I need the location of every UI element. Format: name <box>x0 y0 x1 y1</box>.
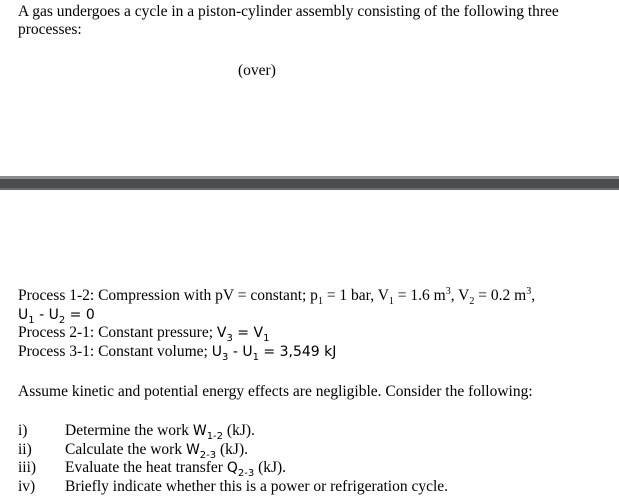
question-item <box>18 478 608 497</box>
over-note: (over) <box>238 62 276 79</box>
question-number: ii) <box>18 440 32 458</box>
question-item <box>18 459 608 478</box>
question-number: iii) <box>18 459 37 476</box>
assumption-text: Assume kinetic and potential energy effects are negligible. Consider the following: <box>18 383 533 400</box>
page-divider <box>0 176 619 190</box>
question-number: i) <box>18 422 28 439</box>
process-1-2-energy-equation: $U_1 - U_2 = 0$ <box>18 306 95 326</box>
question-list <box>18 422 608 496</box>
process-1-2: Process 1-2: Compression with pV = constant; $p_1 = 1$ bar, $V_1 = 1.6$ $m^3$, $V_2 = 0.2$ $m^3$, <box>18 285 536 308</box>
process-2-1: Process 2-1: Constant pressure; $V_3 = V_1$ <box>18 324 270 344</box>
question-item <box>18 441 608 460</box>
question-item <box>18 422 608 441</box>
process-3-1: Process 3-1: Constant volume; $U_3 - U_1 = 3,549$ kJ <box>18 342 337 363</box>
process-list <box>18 287 608 361</box>
problem-intro: A gas undergoes a cycle in a piston-cylinder assembly consisting of the following three processes: <box>18 3 559 38</box>
question-text: Determine the work $W_{1-2}$ (kJ). <box>65 422 255 442</box>
question-number: iv) <box>18 477 36 495</box>
question-text: Calculate the work $W_{2-3}$ (kJ). <box>65 440 248 461</box>
question-text: Briefly indicate whether this is a power or refrigeration cycle. <box>65 477 449 495</box>
question-text: Evaluate the heat transfer $Q_{2-3}$ (kJ). <box>65 459 287 479</box>
